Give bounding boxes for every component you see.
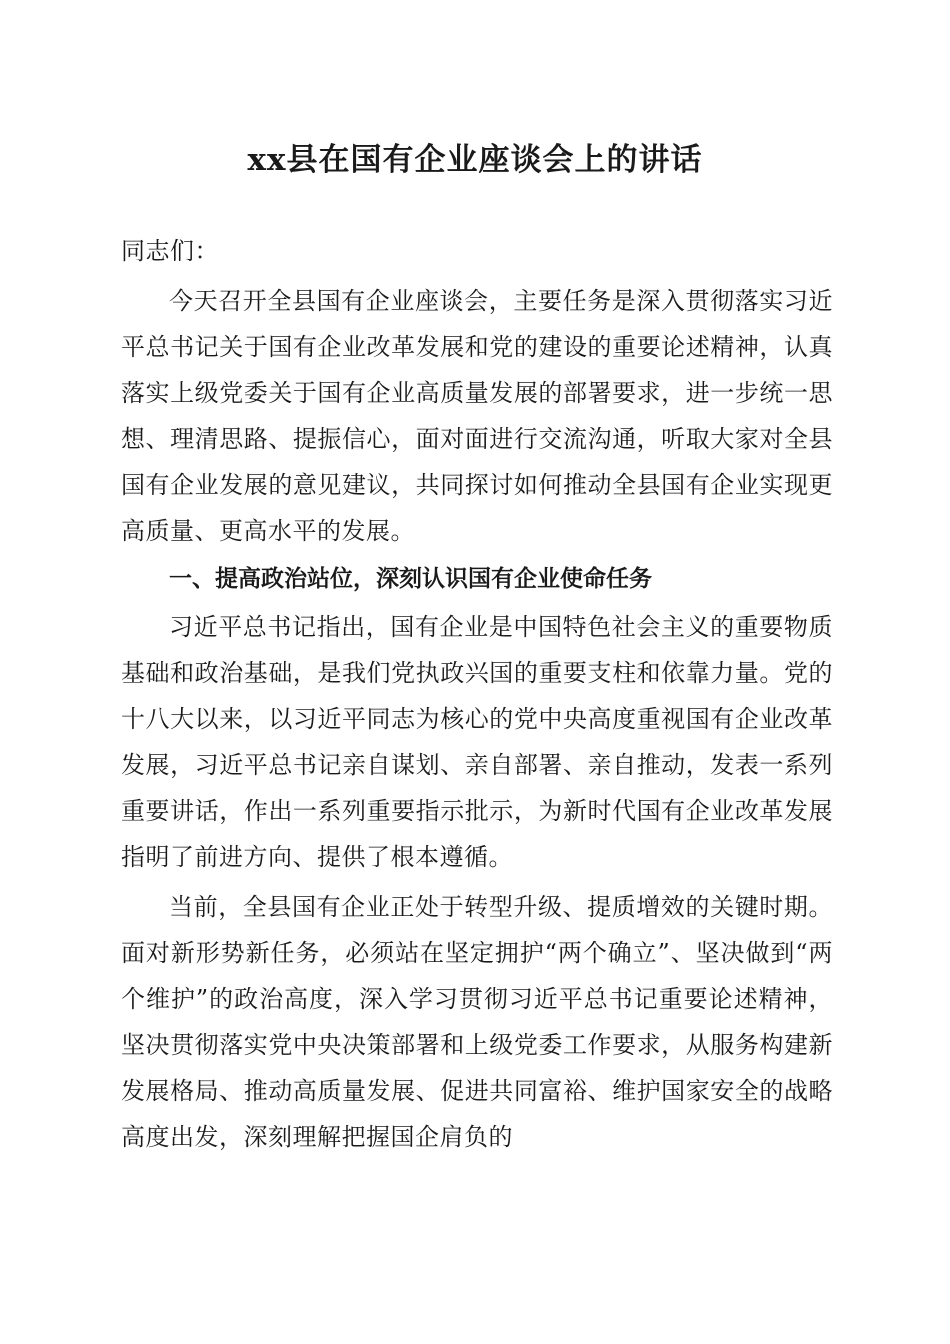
section1-paragraph-2: 当前，全县国有企业正处于转型升级、提质增效的关键时期。面对新形势新任务，必须站在坚定拥护“两个确立”、坚决做到“两个维护”的政治高度，深入学习贯彻习近平总书记重要论述精神，坚决贯彻落实党中央决策部署和上级党委工作要求，从服务构建新发展格局、推动高质量发展、促进共同富裕、维护国家安全的战略高度出发，深刻理解把握国企肩负的	[121, 893, 833, 1151]
intro-paragraph: 今天召开全县国有企业座谈会，主要任务是深入贯彻落实习近平总书记关于国有企业改革发展和党的建设的重要论述精神，认真落实上级党委关于国有企业高质量发展的部署要求，进一步统一思想、理清思路、提振信心，面对面进行交流沟通，听取大家对全县国有企业发展的意见建议，共同探讨如何推动全县国有企业实现更高质量、更高水平的发展。	[121, 287, 833, 545]
document-body	[121, 228, 833, 1160]
salutation: 同志们：	[121, 237, 219, 265]
section1-paragraph-1: 习近平总书记指出，国有企业是中国特色社会主义的重要物质基础和政治基础，是我们党执政兴国的重要支柱和依靠力量。党的十八大以来，以习近平同志为核心的党中央高度重视国有企业改革发展，习近平总书记亲自谋划、亲自部署、亲自推动，发表一系列重要讲话，作出一系列重要指示批示，为新时代国有企业改革发展指明了前进方向、提供了根本遵循。	[121, 613, 833, 871]
document-title: xx县在国有企业座谈会上的讲话	[247, 142, 703, 178]
section-heading-1: 一、提高政治站位，深刻认识国有企业使命任务	[169, 566, 652, 592]
